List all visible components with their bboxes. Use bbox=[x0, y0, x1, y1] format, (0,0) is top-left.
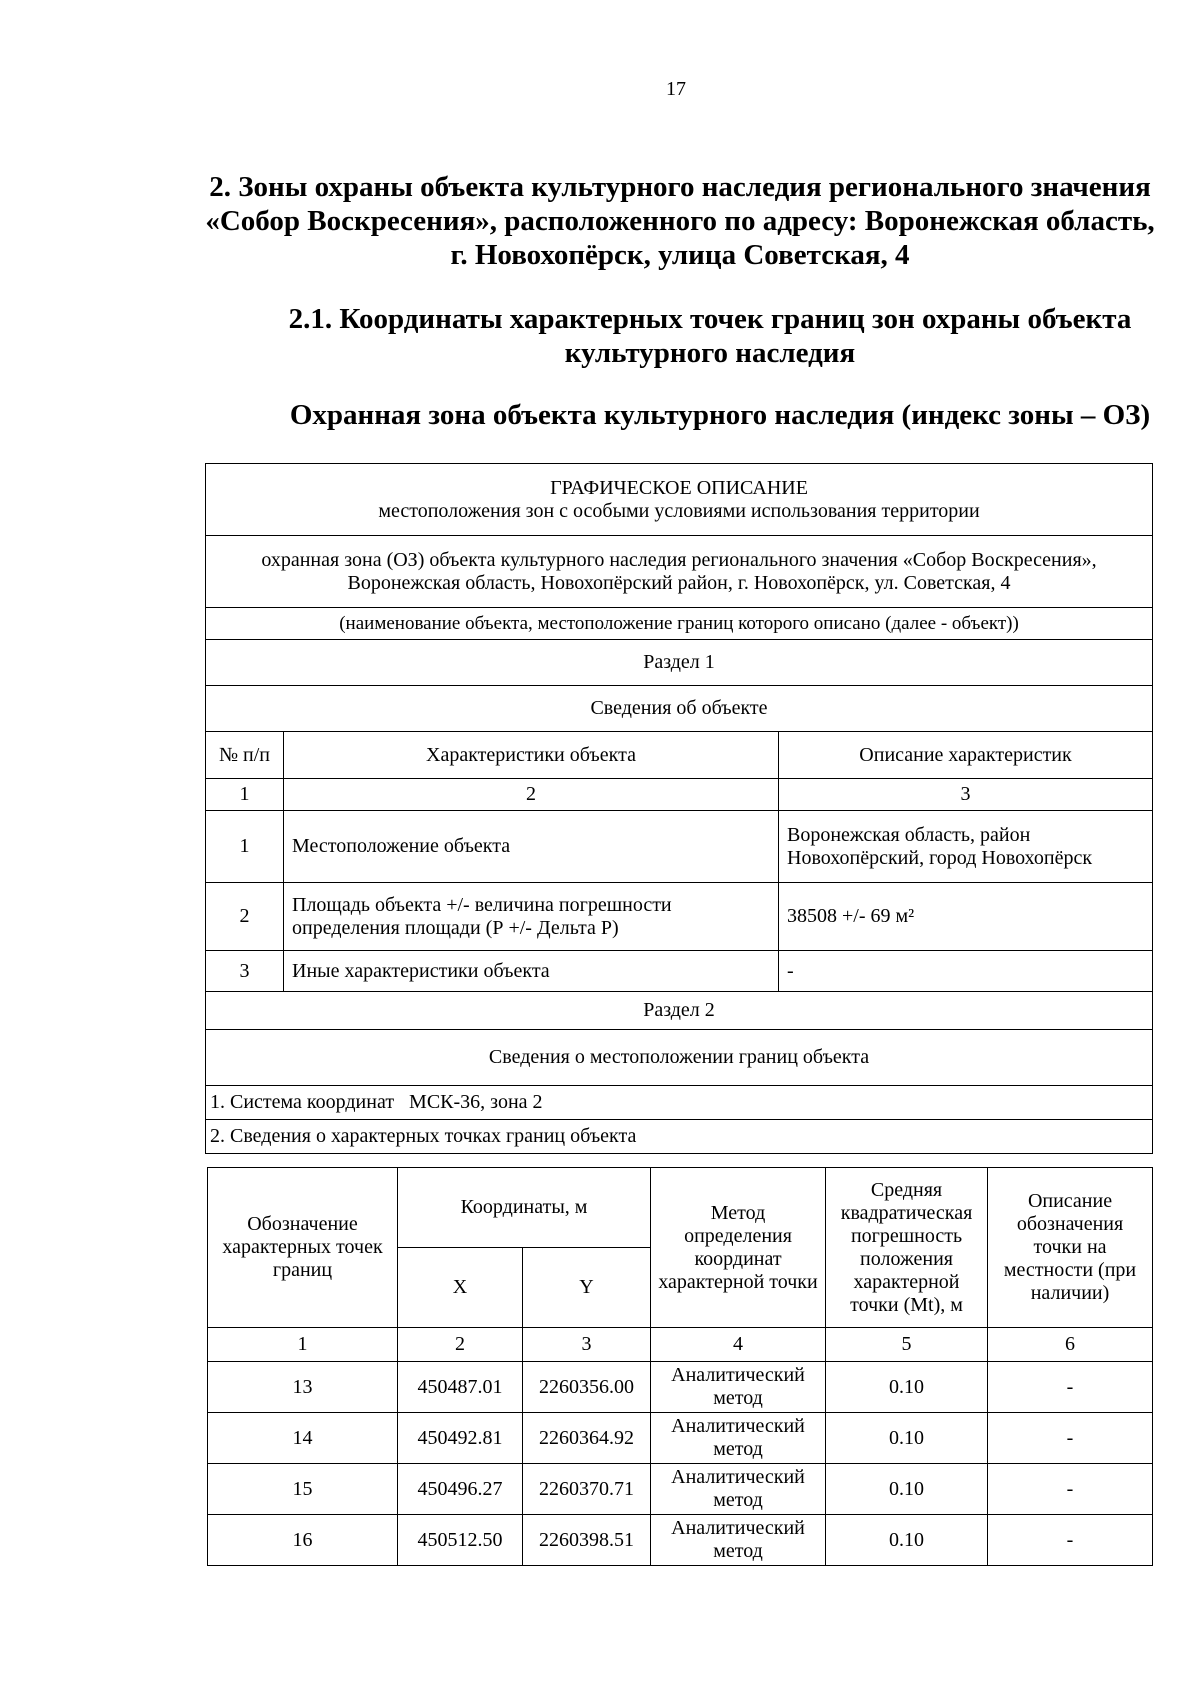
object-caption-cell: (наименование объекта, местоположение границ которого описано (далее - объект)) bbox=[206, 608, 1153, 640]
header-method: Метод определения координат характерной точки bbox=[651, 1168, 826, 1328]
point-row bbox=[208, 1464, 1153, 1515]
table-row bbox=[206, 951, 1153, 992]
point-y: 2260370.71 bbox=[523, 1464, 651, 1515]
point-id: 14 bbox=[208, 1413, 398, 1464]
column-number: 4 bbox=[651, 1328, 826, 1362]
column-number: 5 bbox=[826, 1328, 988, 1362]
object-caption-row bbox=[206, 608, 1153, 640]
section1-title-row bbox=[206, 686, 1153, 732]
table-row bbox=[206, 811, 1153, 883]
description-subtitle: местоположения зон с особыми условиями использования территории bbox=[378, 499, 980, 522]
section2-title-cell: Сведения о местоположении границ объекта bbox=[206, 1030, 1153, 1086]
row-number: 2 bbox=[206, 883, 284, 951]
point-x: 450492.81 bbox=[398, 1413, 523, 1464]
row-characteristic: Площадь объекта +/- величина погрешности определения площади (Р +/- Дельта Р) bbox=[284, 883, 779, 951]
point-id: 13 bbox=[208, 1362, 398, 1413]
header-y: Y bbox=[523, 1248, 651, 1328]
point-row bbox=[208, 1362, 1153, 1413]
point-x: 450487.01 bbox=[398, 1362, 523, 1413]
column-number: 1 bbox=[208, 1328, 398, 1362]
point-row bbox=[208, 1413, 1153, 1464]
row-number: 3 bbox=[206, 951, 284, 992]
column-number: 2 bbox=[284, 779, 779, 811]
row-characteristic: Иные характеристики объекта bbox=[284, 951, 779, 992]
section2-row bbox=[206, 992, 1153, 1030]
point-y: 2260398.51 bbox=[523, 1515, 651, 1566]
row-number: 1 bbox=[206, 811, 284, 883]
description-header-row bbox=[206, 464, 1153, 536]
description-title: ГРАФИЧЕСКОЕ ОПИСАНИЕ bbox=[550, 476, 808, 499]
row-value: Воронежская область, район Новохопёрский, город Новохопёрск bbox=[779, 811, 1153, 883]
point-x: 450512.50 bbox=[398, 1515, 523, 1566]
point-id: 16 bbox=[208, 1515, 398, 1566]
point-accuracy: 0.10 bbox=[826, 1464, 988, 1515]
header-description: Описание характеристик bbox=[779, 732, 1153, 779]
point-accuracy: 0.10 bbox=[826, 1362, 988, 1413]
point-mark: - bbox=[988, 1413, 1153, 1464]
section1-title-cell: Сведения об объекте bbox=[206, 686, 1153, 732]
header-coordinates: Координаты, м bbox=[398, 1168, 651, 1248]
column-number: 2 bbox=[398, 1328, 523, 1362]
header-characteristics: Характеристики объекта bbox=[284, 732, 779, 779]
table-row bbox=[206, 883, 1153, 951]
point-mark: - bbox=[988, 1464, 1153, 1515]
section2-title-row bbox=[206, 1030, 1153, 1086]
point-x: 450496.27 bbox=[398, 1464, 523, 1515]
section1-row bbox=[206, 640, 1153, 686]
point-y: 2260364.92 bbox=[523, 1413, 651, 1464]
header-x: X bbox=[398, 1248, 523, 1328]
row-value: - bbox=[779, 951, 1153, 992]
coordinate-system-cell: 1. Система координат МСК-36, зона 2 bbox=[206, 1086, 1153, 1120]
section2-cell: Раздел 2 bbox=[206, 992, 1153, 1030]
boundary-points-table bbox=[207, 1167, 1153, 1566]
points-caption-cell: 2. Сведения о характерных точках границ объекта bbox=[206, 1120, 1153, 1154]
description-header-cell bbox=[206, 464, 1153, 536]
column-number: 3 bbox=[779, 779, 1153, 811]
coordinate-system-row bbox=[206, 1086, 1153, 1120]
row-characteristic: Местоположение объекта bbox=[284, 811, 779, 883]
object-name-cell: охранная зона (ОЗ) объекта культурного наследия регионального значения «Собор Воскресения», Воронежская область, Новохопёрский район, г. Новохопёрск, ул. Советская, 4 bbox=[206, 536, 1153, 608]
point-mark: - bbox=[988, 1362, 1153, 1413]
header-number: № п/п bbox=[206, 732, 284, 779]
characteristics-header-row bbox=[206, 732, 1153, 779]
section-heading: 2.1. Координаты характерных точек границ зон охраны объекта культурного наследия bbox=[288, 303, 1132, 369]
page-number: 17 bbox=[666, 78, 686, 100]
points-caption-row bbox=[206, 1120, 1153, 1154]
point-mark: - bbox=[988, 1515, 1153, 1566]
point-id: 15 bbox=[208, 1464, 398, 1515]
point-method: Аналитический метод bbox=[651, 1464, 826, 1515]
header-accuracy: Средняя квадратическая погрешность положения характерной точки (Mt), м bbox=[826, 1168, 988, 1328]
column-number: 3 bbox=[523, 1328, 651, 1362]
graphic-description-table bbox=[205, 463, 1153, 1154]
column-number-row bbox=[206, 779, 1153, 811]
object-name-row bbox=[206, 536, 1153, 608]
page-title: 2. Зоны охраны объекта культурного наследия регионального значения «Собор Воскресения», расположенного по адресу: Воронежская область, г. Новохопёрск, улица Советская, 4 bbox=[205, 171, 1155, 271]
point-accuracy: 0.10 bbox=[826, 1413, 988, 1464]
header-mark: Описание обозначения точки на местности (при наличии) bbox=[988, 1168, 1153, 1328]
point-method: Аналитический метод bbox=[651, 1515, 826, 1566]
row-value: 38508 +/- 69 м² bbox=[779, 883, 1153, 951]
point-method: Аналитический метод bbox=[651, 1362, 826, 1413]
point-accuracy: 0.10 bbox=[826, 1515, 988, 1566]
column-number: 1 bbox=[206, 779, 284, 811]
zone-heading: Охранная зона объекта культурного наследия (индекс зоны – ОЗ) bbox=[289, 399, 1151, 431]
points-column-number-row bbox=[208, 1328, 1153, 1362]
point-row bbox=[208, 1515, 1153, 1566]
section1-cell: Раздел 1 bbox=[206, 640, 1153, 686]
column-number: 6 bbox=[988, 1328, 1153, 1362]
point-method: Аналитический метод bbox=[651, 1413, 826, 1464]
point-y: 2260356.00 bbox=[523, 1362, 651, 1413]
header-designation: Обозначение характерных точек границ bbox=[208, 1168, 398, 1328]
points-header-row bbox=[208, 1168, 1153, 1248]
